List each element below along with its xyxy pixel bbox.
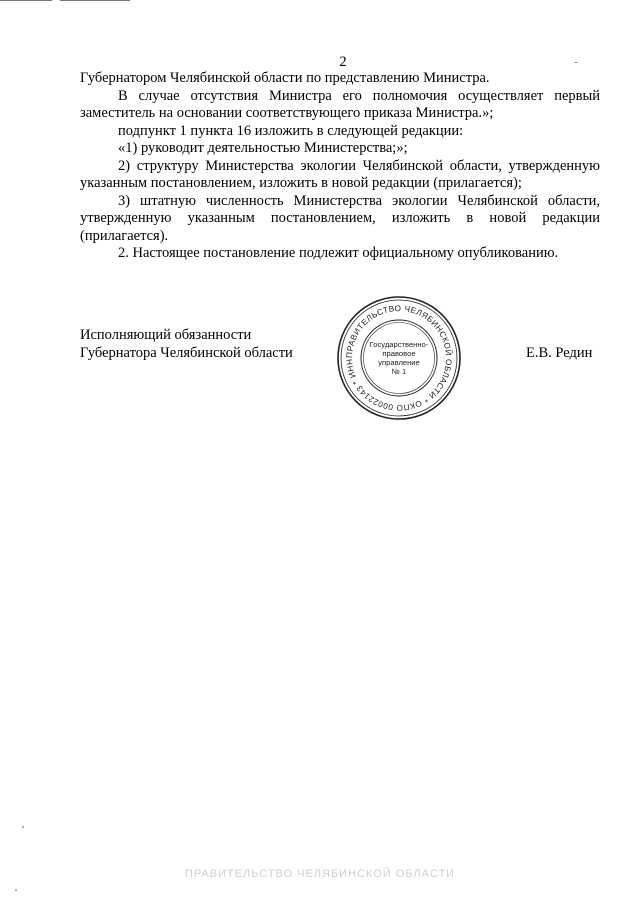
stamp-ring-text: ПРАВИТЕЛЬСТВО ЧЕЛЯБИНСКОЙ ОБЛАСТИ * ОКПО 00022143 * ИНН — [344, 303, 454, 413]
body-paragraph-6: 2. Настоящее постановление подлежит официальному опубликованию. — [118, 245, 559, 261]
body-line-1: Губернатором Челябинской области по представлению Министра. — [80, 70, 490, 86]
stamp-center-line-2: правовое — [382, 349, 416, 358]
document-body — [80, 70, 600, 263]
scan-edge-line — [0, 0, 130, 3]
stamp-seal-icon — [336, 295, 462, 421]
body-paragraph-3: «1) руководит деятельностью Министерства;»; — [118, 140, 408, 156]
signatory-position-line-1: Исполняющий обязанности — [80, 327, 252, 343]
stamp-center-line-3: управление — [378, 358, 420, 367]
body-paragraph-2: подпункт 1 пункта 16 изложить в следующей редакции: — [118, 122, 464, 139]
signatory-position-line-2: Губернатора Челябинской области — [80, 344, 293, 361]
body-paragraph-5: 3) штатную численность Министерства экологии Челябинской области, утвержденную указанным постановлением, изложить в новой редакции (прилагается). — [80, 192, 600, 244]
scan-speck — [574, 62, 578, 63]
scan-speck — [22, 826, 24, 828]
page-number: 2 — [339, 54, 347, 70]
scan-speck — [15, 889, 17, 891]
official-stamp — [336, 295, 462, 421]
watermark-footer: ПРАВИТЕЛЬСТВО ЧЕЛЯБИНСКОЙ ОБЛАСТИ — [184, 868, 456, 880]
signatory-position — [80, 327, 293, 362]
body-paragraph-1: В случае отсутствия Министра его полномочия осуществляет первый заместитель на основании соответствующего приказа Министра.»; — [80, 87, 600, 121]
body-paragraph-4: 2) структуру Министерства экологии Челябинской области, утвержденную указанным постановлением, изложить в новой редакции (прилагается); — [80, 157, 600, 191]
stamp-center-line-1: Государственно- — [369, 340, 429, 349]
signatory-name: Е.В. Редин — [526, 345, 593, 361]
stamp-center-line-4: № 1 — [391, 367, 407, 376]
